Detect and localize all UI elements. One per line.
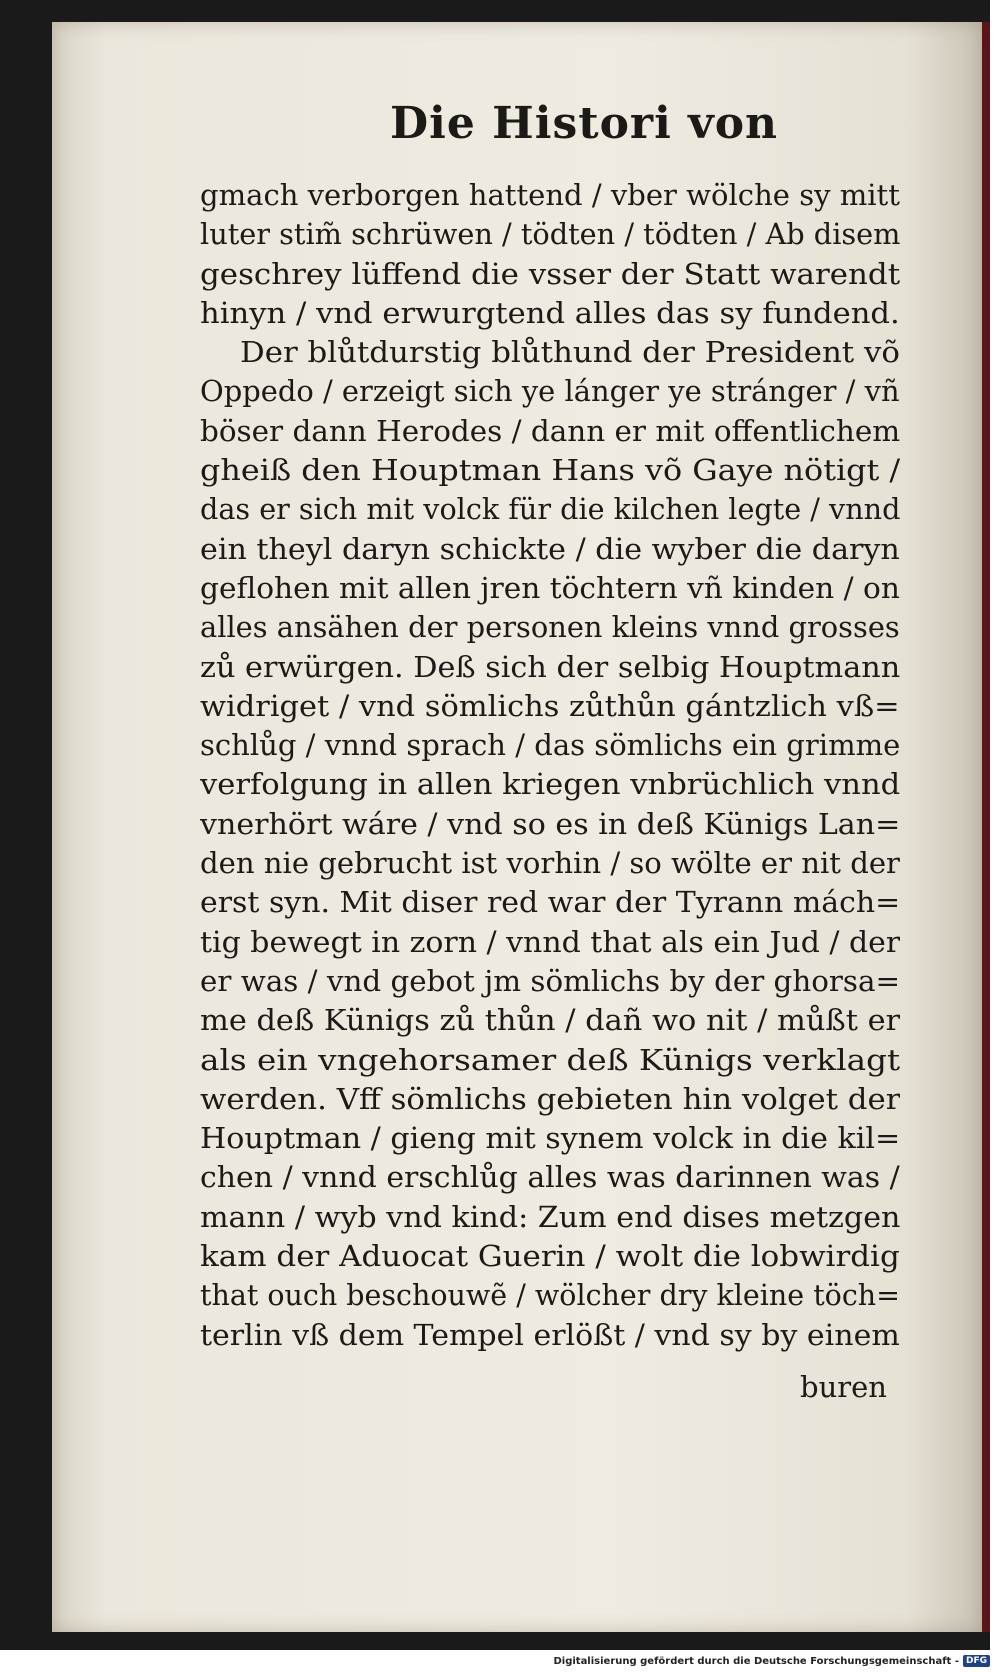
text-line: alles ansähen der personen kleins vnnd grosses — [200, 610, 900, 645]
text-line: geflohen mit allen jren töchtern vñ kinden / on — [200, 570, 900, 605]
text-line: widriget / vnd sömlichs zůthůn gántzlich vß= — [200, 688, 900, 723]
text-line: Der blůtdurstig blůthund der President võ — [240, 335, 900, 370]
text-line: ein theyl daryn schickte / die wyber die daryn — [200, 531, 900, 566]
text-line: erst syn. Mit diser red war der Tyrann mách= — [200, 885, 900, 920]
text-line: geschrey lüffend die vsser der Statt warendt — [200, 256, 900, 291]
text-line: that ouch beschouwẽ / wölcher dry kleine töch= — [200, 1278, 900, 1313]
text-line: das er sich mit volck für die kilchen legte / vnnd — [200, 492, 900, 527]
text-line: mann / wyb vnd kind: Zum end dises metzgen — [200, 1199, 900, 1234]
text-line: als ein vngehorsamer deß Künigs verklagt — [200, 1042, 900, 1077]
digitization-credit — [553, 1652, 990, 1670]
text-line: me deß Künigs zů thůn / dañ wo nit / můßt er — [200, 1003, 900, 1038]
text-line: Oppedo / erzeigt sich ye lánger ye stránger / vñ — [200, 374, 900, 409]
text-line: den nie gebrucht ist vorhin / so wölte er nit der — [200, 846, 900, 881]
text-line: verfolgung in allen kriegen vnbrüchlich vnnd — [200, 767, 900, 802]
body-text — [200, 176, 900, 1355]
text-line: schlůg / vnnd sprach / das sömlichs ein grimme — [200, 728, 900, 763]
text-line: gheiß den Houptman Hans võ Gaye nötigt / — [200, 453, 900, 488]
dfg-logo: DFG — [963, 1655, 990, 1667]
credit-text: Digitalisierung gefördert durch die Deutsche Forschungsgemeinschaft - — [553, 1655, 959, 1667]
text-line: luter stim̃ schrüwen / tödten / tödten / Ab disem — [200, 217, 900, 252]
text-line: böser dann Herodes / dann er mit offentlichem — [200, 413, 900, 448]
text-line: kam der Aduocat Guerin / wolt die lobwirdig — [200, 1239, 900, 1274]
text-line: zů erwürgen. Deß sich der selbig Houptmann — [200, 649, 900, 684]
text-line: er was / vnd gebot jm sömlichs by der ghorsa= — [200, 963, 900, 998]
running-header: Die Histori von — [390, 98, 779, 149]
text-line: chen / vnnd erschlůg alles was darinnen was / — [200, 1160, 900, 1195]
text-line: vnerhört wáre / vnd so es in deß Künigs Lan= — [200, 806, 900, 841]
catchword: buren — [800, 1370, 887, 1404]
text-line: werden. Vff sömlichs gebieten hin volget der — [200, 1081, 900, 1116]
text-line: Houptman / gieng mit synem volck in die kil= — [200, 1121, 900, 1156]
text-line: tig bewegt in zorn / vnnd that als ein Jud / der — [200, 924, 900, 959]
page-edge — [982, 22, 990, 1632]
text-line: terlin vß dem Tempel erlößt / vnd sy by einem — [200, 1317, 900, 1352]
text-line: hinyn / vnd erwurgtend alles das sy fundend. — [200, 295, 900, 330]
text-line: gmach verborgen hattend / vber wölche sy mitt — [200, 178, 900, 212]
